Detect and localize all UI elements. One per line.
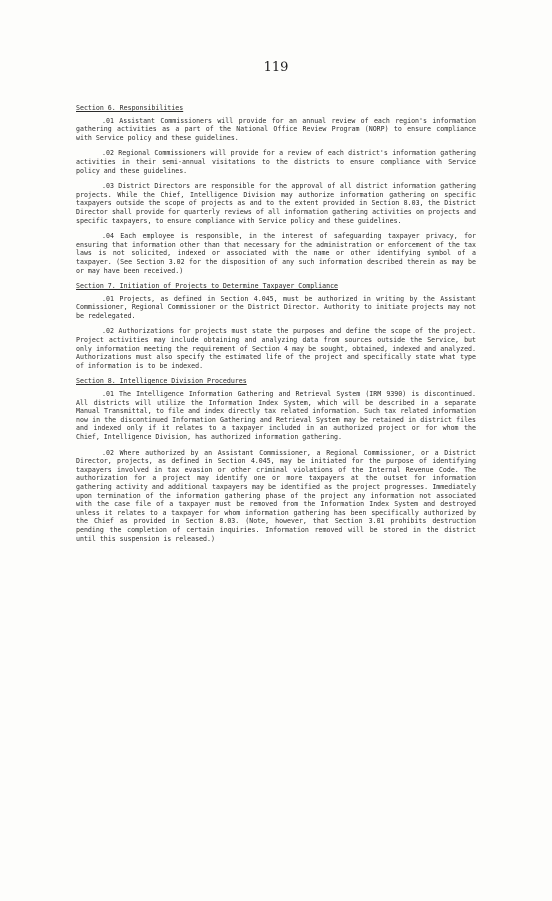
- paragraph: .01 Assistant Commissioners will provide for an annual review of each region's information gathering activities as a part of the National Office Review Program (NORP) to ensure compliance with Service policy and these guidelines.: [76, 116, 476, 142]
- section-heading: Section 6. Responsibilities: [76, 104, 184, 112]
- paragraph: .02 Where authorized by an Assistant Commissioner, a Regional Commissioner, or a District Director, projects, as defined in Section 4.045, may be initiated for the purpose of identifying taxpayers involved in tax evasion or other criminal violations of the Internal Revenue Code. The authorization for a project may identify one or more taxpayers at the outset for information gathering activity and additional taxpayers may be identified as the project progresses. Immediately upon termination of the information gathering phase of the project any information not associated with the case file of a taxpayer must be removed from the Information Index System and destroyed unless it relates to a taxpayer for whom information gathering has been specifically authorized by the Chief as provided in Section 8.03. (Note, however, that Section 3.01 prohibits destruction pending the completion of certain inquiries. Information removed will be stored in the district until this suspension is released.): [76, 448, 476, 543]
- section-7: [76, 282, 476, 370]
- paragraph: .03 District Directors are responsible for the approval of all district information gathering projects. While the Chief, Intelligence Division may authorize information gathering on specific taxpayers outside the scope of projects as and to the extent provided in Section 8.03, the District Director shall provide for quarterly reviews of all information gathering activities on projects and specific taxpayers, to ensure compliance with Service policy and these guidelines.: [76, 182, 476, 225]
- section-heading: Section 7. Initiation of Projects to Determine Taxpayer Compliance: [76, 282, 339, 291]
- paragraph: .02 Regional Commissioners will provide for a review of each district's information gathering activities in their semi-annual visitations to the districts to ensure compliance with Service policy and these guidelines.: [76, 149, 476, 175]
- paragraph: .01 Projects, as defined in Section 4.045, must be authorized in writing by the Assistant Commissioner, Regional Commissioner or the District Director. Authority to initiate projects may not be redelegated.: [76, 294, 476, 320]
- section-8: [76, 377, 476, 543]
- paragraph: .01 The Intelligence Information Gathering and Retrieval System (IRM 9390) is discontinued. All districts will utilize the Information Index System, which will be described in a separate Manual Transmittal, to file and index directly tax related information. Such tax related information now in the discontinued Information Gathering and Retrieval System may be retained in district files and indexed only if it relates to a taxpayer included in an authorized project or for whom the Chief, Intelligence Division, has authorized information gathering.: [76, 390, 476, 441]
- page-number: 119: [263, 60, 289, 75]
- section-heading: Section 8. Intelligence Division Procedures: [76, 377, 247, 386]
- document-body: [76, 104, 476, 543]
- section-6: [76, 104, 476, 275]
- paragraph: .02 Authorizations for projects must state the purposes and define the scope of the project. Project activities may include obtaining and analyzing data from sources outside the Service, but only information meeting the requirement of Section 4 may be sought, obtained, indexed and analyzed. Authorizations must also specify the estimated life of the project and specifically state what type of information is to be indexed.: [76, 327, 476, 370]
- paragraph: .04 Each employee is responsible, in the interest of safeguarding taxpayer privacy, for ensuring that information other than that necessary for the administration or enforcement of the tax laws is not solicited, indexed or associated with the name or other identifying symbol of a taxpayer. (See Section 3.02 for the disposition of any such information described therein as may be or may have been received.): [76, 232, 476, 275]
